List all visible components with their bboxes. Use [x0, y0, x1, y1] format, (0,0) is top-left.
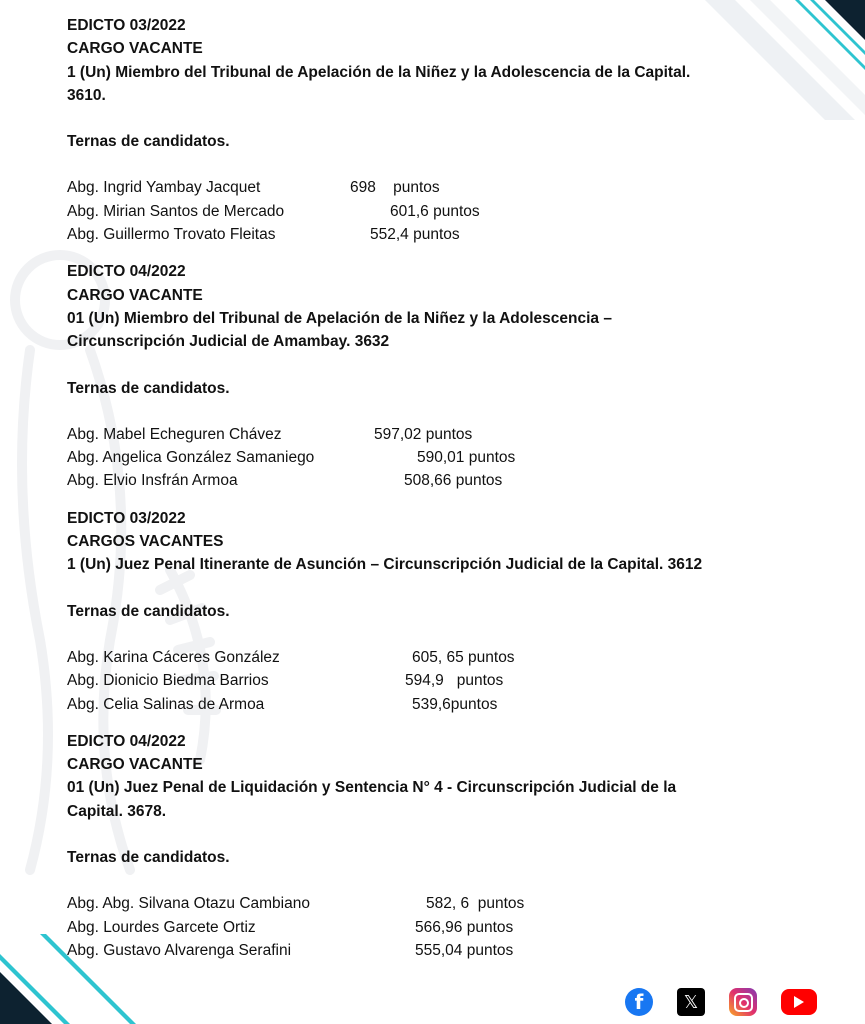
- candidate-row: [67, 469, 819, 492]
- position-title-line: 1 (Un) Juez Penal Itinerante de Asunción – Circunscripción Judicial de la Capital. 3612: [67, 556, 703, 574]
- edicto-number: EDICTO 04/2022: [67, 263, 186, 281]
- candidate-row: [67, 200, 819, 223]
- instagram-camera-shape: [734, 993, 753, 1012]
- candidate-list: [67, 646, 819, 716]
- social-links: [625, 988, 817, 1016]
- candidate-name: Abg. Dionicio Biedma Barrios: [67, 672, 269, 690]
- candidate-name: Abg. Angelica González Samaniego: [67, 449, 315, 467]
- candidate-name: Abg. Mirian Santos de Mercado: [67, 202, 285, 220]
- candidate-points: 582, 6 puntos: [426, 895, 525, 913]
- candidate-row: [67, 423, 819, 446]
- ternas-heading: Ternas de candidatos.: [67, 849, 230, 867]
- candidate-row: [67, 223, 819, 246]
- candidate-name: Abg. Abg. Silvana Otazu Cambiano: [67, 895, 310, 913]
- x-icon[interactable]: [677, 988, 705, 1016]
- candidate-points: 597,02 puntos: [374, 425, 473, 443]
- cargo-label: CARGOS VACANTES: [67, 533, 224, 551]
- candidate-row: [67, 446, 819, 469]
- candidate-name: Abg. Lourdes Garcete Ortiz: [67, 918, 256, 936]
- position-title-line: 3610.: [67, 86, 106, 104]
- edicto-number: EDICTO 04/2022: [67, 732, 186, 750]
- youtube-play-shape: [794, 996, 804, 1008]
- candidate-points: 566,96 puntos: [415, 918, 514, 936]
- cargo-label: CARGO VACANTE: [67, 40, 203, 58]
- facebook-glyph: f: [634, 990, 644, 1014]
- candidate-name: Abg. Gustavo Alvarenga Serafini: [67, 941, 292, 959]
- candidate-name: Abg. Celia Salinas de Armoa: [67, 695, 265, 713]
- edicto-section: [67, 507, 819, 716]
- position-title-line: 1 (Un) Miembro del Tribunal de Apelación de la Niñez y la Adolescencia de la Capital.: [67, 63, 691, 81]
- cargo-label: CARGO VACANTE: [67, 286, 203, 304]
- candidate-points: 552,4 puntos: [370, 226, 460, 244]
- candidate-points: 605, 65 puntos: [412, 648, 515, 666]
- candidate-name: Abg. Elvio Insfrán Armoa: [67, 472, 238, 490]
- position-title-line: 01 (Un) Miembro del Tribunal de Apelación de la Niñez y la Adolescencia –: [67, 309, 612, 327]
- candidate-row: [67, 892, 819, 915]
- edicto-section: [67, 730, 819, 962]
- candidate-points: 555,04 puntos: [415, 941, 514, 959]
- candidate-name: Abg. Mabel Echeguren Chávez: [67, 425, 282, 443]
- ternas-heading: Ternas de candidatos.: [67, 602, 230, 620]
- candidate-row: [67, 939, 819, 962]
- position-title-line: Circunscripción Judicial de Amambay. 3632: [67, 333, 390, 351]
- ternas-heading: Ternas de candidatos.: [67, 133, 230, 151]
- cargo-label: CARGO VACANTE: [67, 756, 203, 774]
- edicto-number: EDICTO 03/2022: [67, 509, 186, 527]
- document-body: [67, 14, 819, 976]
- position-title-line: 01 (Un) Juez Penal de Liquidación y Sentencia N° 4 - Circunscripción Judicial de la: [67, 779, 677, 797]
- candidate-points: 698 puntos: [350, 179, 440, 197]
- position-title-line: Capital. 3678.: [67, 802, 167, 820]
- candidate-name: Abg. Karina Cáceres González: [67, 648, 280, 666]
- edicto-section: [67, 14, 819, 246]
- candidate-row: [67, 646, 819, 669]
- candidate-points: 508,66 puntos: [404, 472, 503, 490]
- ternas-heading: Ternas de candidatos.: [67, 379, 230, 397]
- edicto-number: EDICTO 03/2022: [67, 17, 186, 34]
- facebook-icon[interactable]: [625, 988, 653, 1016]
- candidate-list: [67, 176, 819, 246]
- candidate-points: 539,6puntos: [412, 695, 498, 713]
- candidate-points: 601,6 puntos: [390, 202, 480, 220]
- candidate-list: [67, 423, 819, 493]
- candidate-row: [67, 176, 819, 199]
- candidate-points: 594,9 puntos: [405, 672, 504, 690]
- candidate-row: [67, 916, 819, 939]
- x-glyph: 𝕏: [683, 991, 699, 1013]
- candidate-row: [67, 693, 819, 716]
- candidate-row: [67, 669, 819, 692]
- youtube-icon[interactable]: [781, 989, 817, 1015]
- candidate-list: [67, 892, 819, 962]
- instagram-icon[interactable]: [729, 988, 757, 1016]
- candidate-name: Abg. Guillermo Trovato Fleitas: [67, 226, 276, 244]
- candidate-points: 590,01 puntos: [417, 449, 516, 467]
- candidate-name: Abg. Ingrid Yambay Jacquet: [67, 179, 261, 197]
- edicto-section: [67, 260, 819, 492]
